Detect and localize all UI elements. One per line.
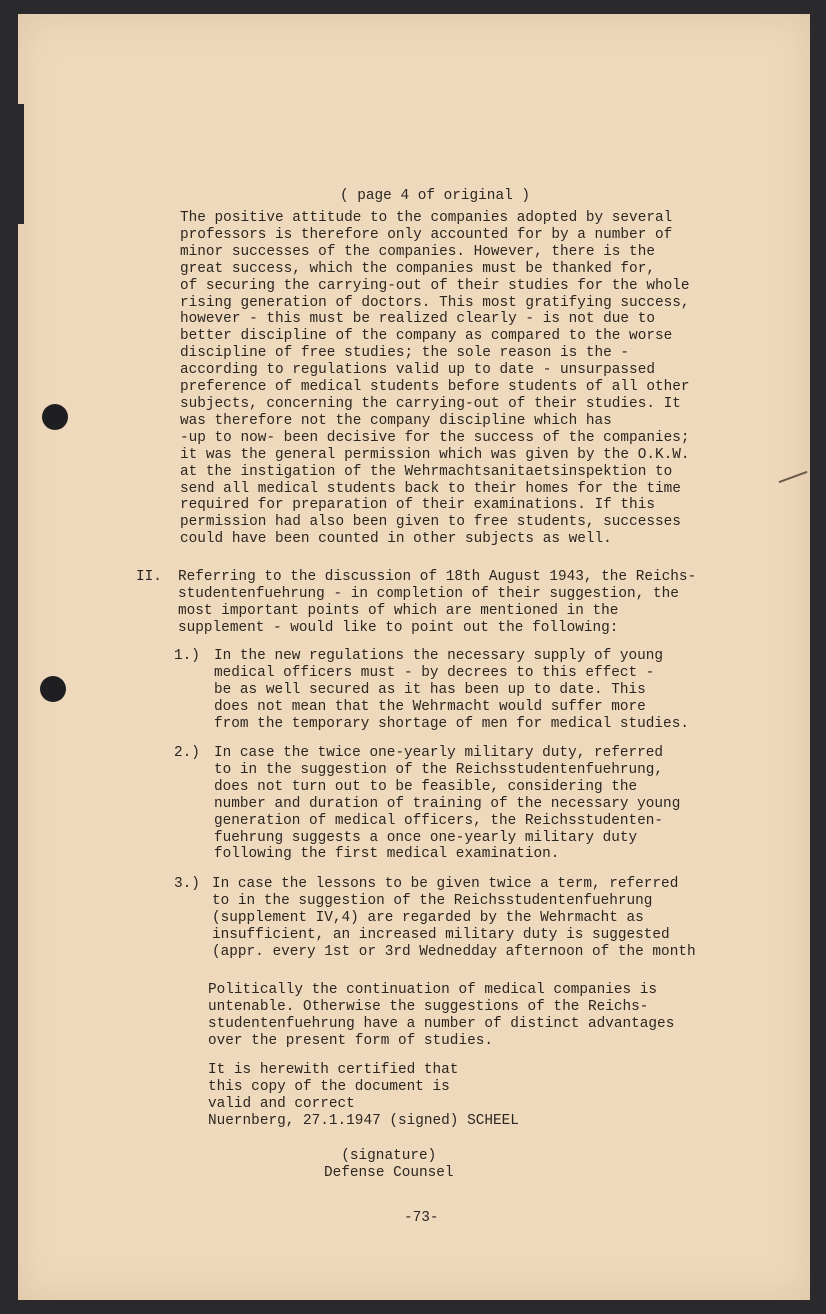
paragraph-1-line: preference of medical students before students of all other xyxy=(180,379,690,396)
point-3-line: insufficient, an increased military duty is suggested xyxy=(212,926,670,943)
point-2-line: generation of medical officers, the Reichsstudenten- xyxy=(214,812,664,829)
paragraph-1-line: send all medical students back to their homes for the time xyxy=(180,480,681,497)
point-2-number: 2.) xyxy=(174,745,200,761)
paragraph-1-line: discipline of free studies; the sole reason is the - xyxy=(180,345,630,362)
paragraph-1-line: according to regulations valid up to date - unsurpassed xyxy=(180,362,655,379)
signature-line: Defense Counsel xyxy=(324,1164,454,1181)
section-2-number: II. xyxy=(136,569,162,585)
paragraph-1-line: required for preparation of their examinations. If this xyxy=(180,497,655,514)
closing-paragraph xyxy=(208,982,674,1050)
certification-block xyxy=(208,1062,519,1130)
section-2-intro xyxy=(178,569,696,637)
section-2-intro-line: supplement - would like to point out the following: xyxy=(178,619,619,636)
section-2-intro-line: Referring to the discussion of 18th August 1943, the Reichs- xyxy=(178,569,697,585)
point-2-line: In case the twice one-yearly military duty, referred xyxy=(214,745,664,761)
closing-paragraph-line: over the present form of studies. xyxy=(208,1032,493,1049)
paragraph-1-line: could have been counted in other subjects as well. xyxy=(180,531,612,548)
document-page xyxy=(18,14,810,1300)
certification-line: Nuernberg, 27.1.1947 (signed) SCHEEL xyxy=(208,1112,519,1129)
point-1-number: 1.) xyxy=(174,648,200,664)
punch-hole-top xyxy=(42,404,68,430)
paragraph-1-line: -up to now- been decisive for the success of the companies; xyxy=(180,429,690,446)
certification-line: this copy of the document is xyxy=(208,1078,450,1095)
point-1-line: In the new regulations the necessary supply of young xyxy=(214,648,664,664)
point-3-line: (supplement IV,4) are regarded by the Wehrmacht as xyxy=(212,909,644,926)
section-2-intro-line: most important points of which are mentioned in the xyxy=(178,602,619,619)
point-3-line: In case the lessons to be given twice a term, referred xyxy=(212,876,679,892)
paragraph-1-line: at the instigation of the Wehrmachtsanitaetsinspektion to xyxy=(180,463,673,480)
paragraph-1-line: was therefore not the company discipline which has xyxy=(180,412,612,429)
point-1-line: from the temporary shortage of men for medical studies. xyxy=(214,715,689,732)
closing-paragraph-line: studentenfuehrung have a number of distinct advantages xyxy=(208,1015,675,1032)
point-2-line: to in the suggestion of the Reichsstudentenfuehrung, xyxy=(214,761,664,778)
paragraph-1-line: however - this must be realized clearly - is not due to xyxy=(180,311,655,328)
point-2-line: following the first medical examination. xyxy=(214,846,560,863)
point-3-number: 3.) xyxy=(174,876,200,892)
paragraph-1-line: The positive attitude to the companies adopted by several xyxy=(180,210,673,226)
paragraph-1-line: rising generation of doctors. This most gratifying success, xyxy=(180,294,690,311)
closing-paragraph-line: untenable. Otherwise the suggestions of the Reichs- xyxy=(208,998,649,1015)
paragraph-1-line: subjects, concerning the carrying-out of their studies. It xyxy=(180,395,681,412)
point-1-line: medical officers must - by decrees to this effect - xyxy=(214,664,655,681)
point-2-line: fuehrung suggests a once one-yearly military duty xyxy=(214,829,638,846)
signature-block xyxy=(324,1148,454,1182)
section-2-intro-line: studentenfuehrung - in completion of their suggestion, the xyxy=(178,585,679,602)
point-3-line: (appr. every 1st or 3rd Wednedday afternoon of the month xyxy=(212,943,696,960)
paragraph-1-line: better discipline of the company as compared to the worse xyxy=(180,328,673,345)
paragraph-1 xyxy=(180,210,690,548)
point-2-line: number and duration of training of the necessary young xyxy=(214,795,681,812)
punch-hole-middle xyxy=(40,676,66,702)
torn-edge xyxy=(14,104,24,224)
paragraph-1-line: minor successes of the companies. However, there is the xyxy=(180,243,655,260)
paragraph-1-line: it was the general permission which was given by the O.K.W. xyxy=(180,446,690,463)
signature-line: (signature) xyxy=(341,1148,437,1164)
point-1-line: does not mean that the Wehrmacht would suffer more xyxy=(214,698,646,715)
point-1-line: be as well secured as it has been up to date. This xyxy=(214,681,646,698)
paragraph-1-line: permission had also been given to free students, successes xyxy=(180,514,681,531)
page-number: -73- xyxy=(404,1210,439,1226)
closing-paragraph-line: Politically the continuation of medical companies is xyxy=(208,982,658,998)
pencil-mark xyxy=(779,471,808,483)
point-3-line: to in the suggestion of the Reichsstudentenfuehrung xyxy=(212,892,653,909)
paragraph-1-line: professors is therefore only accounted for by a number of xyxy=(180,226,673,243)
point-2-text xyxy=(214,745,680,863)
point-3-text xyxy=(212,876,696,961)
point-1-text xyxy=(214,648,689,733)
certification-line: It is herewith certified that xyxy=(208,1062,459,1078)
paragraph-1-line: great success, which the companies must be thanked for, xyxy=(180,260,655,277)
page-header: ( page 4 of original ) xyxy=(340,188,530,204)
certification-line: valid and correct xyxy=(208,1095,355,1112)
paragraph-1-line: of securing the carrying-out of their studies for the whole xyxy=(180,277,690,294)
point-2-line: does not turn out to be feasible, considering the xyxy=(214,778,638,795)
